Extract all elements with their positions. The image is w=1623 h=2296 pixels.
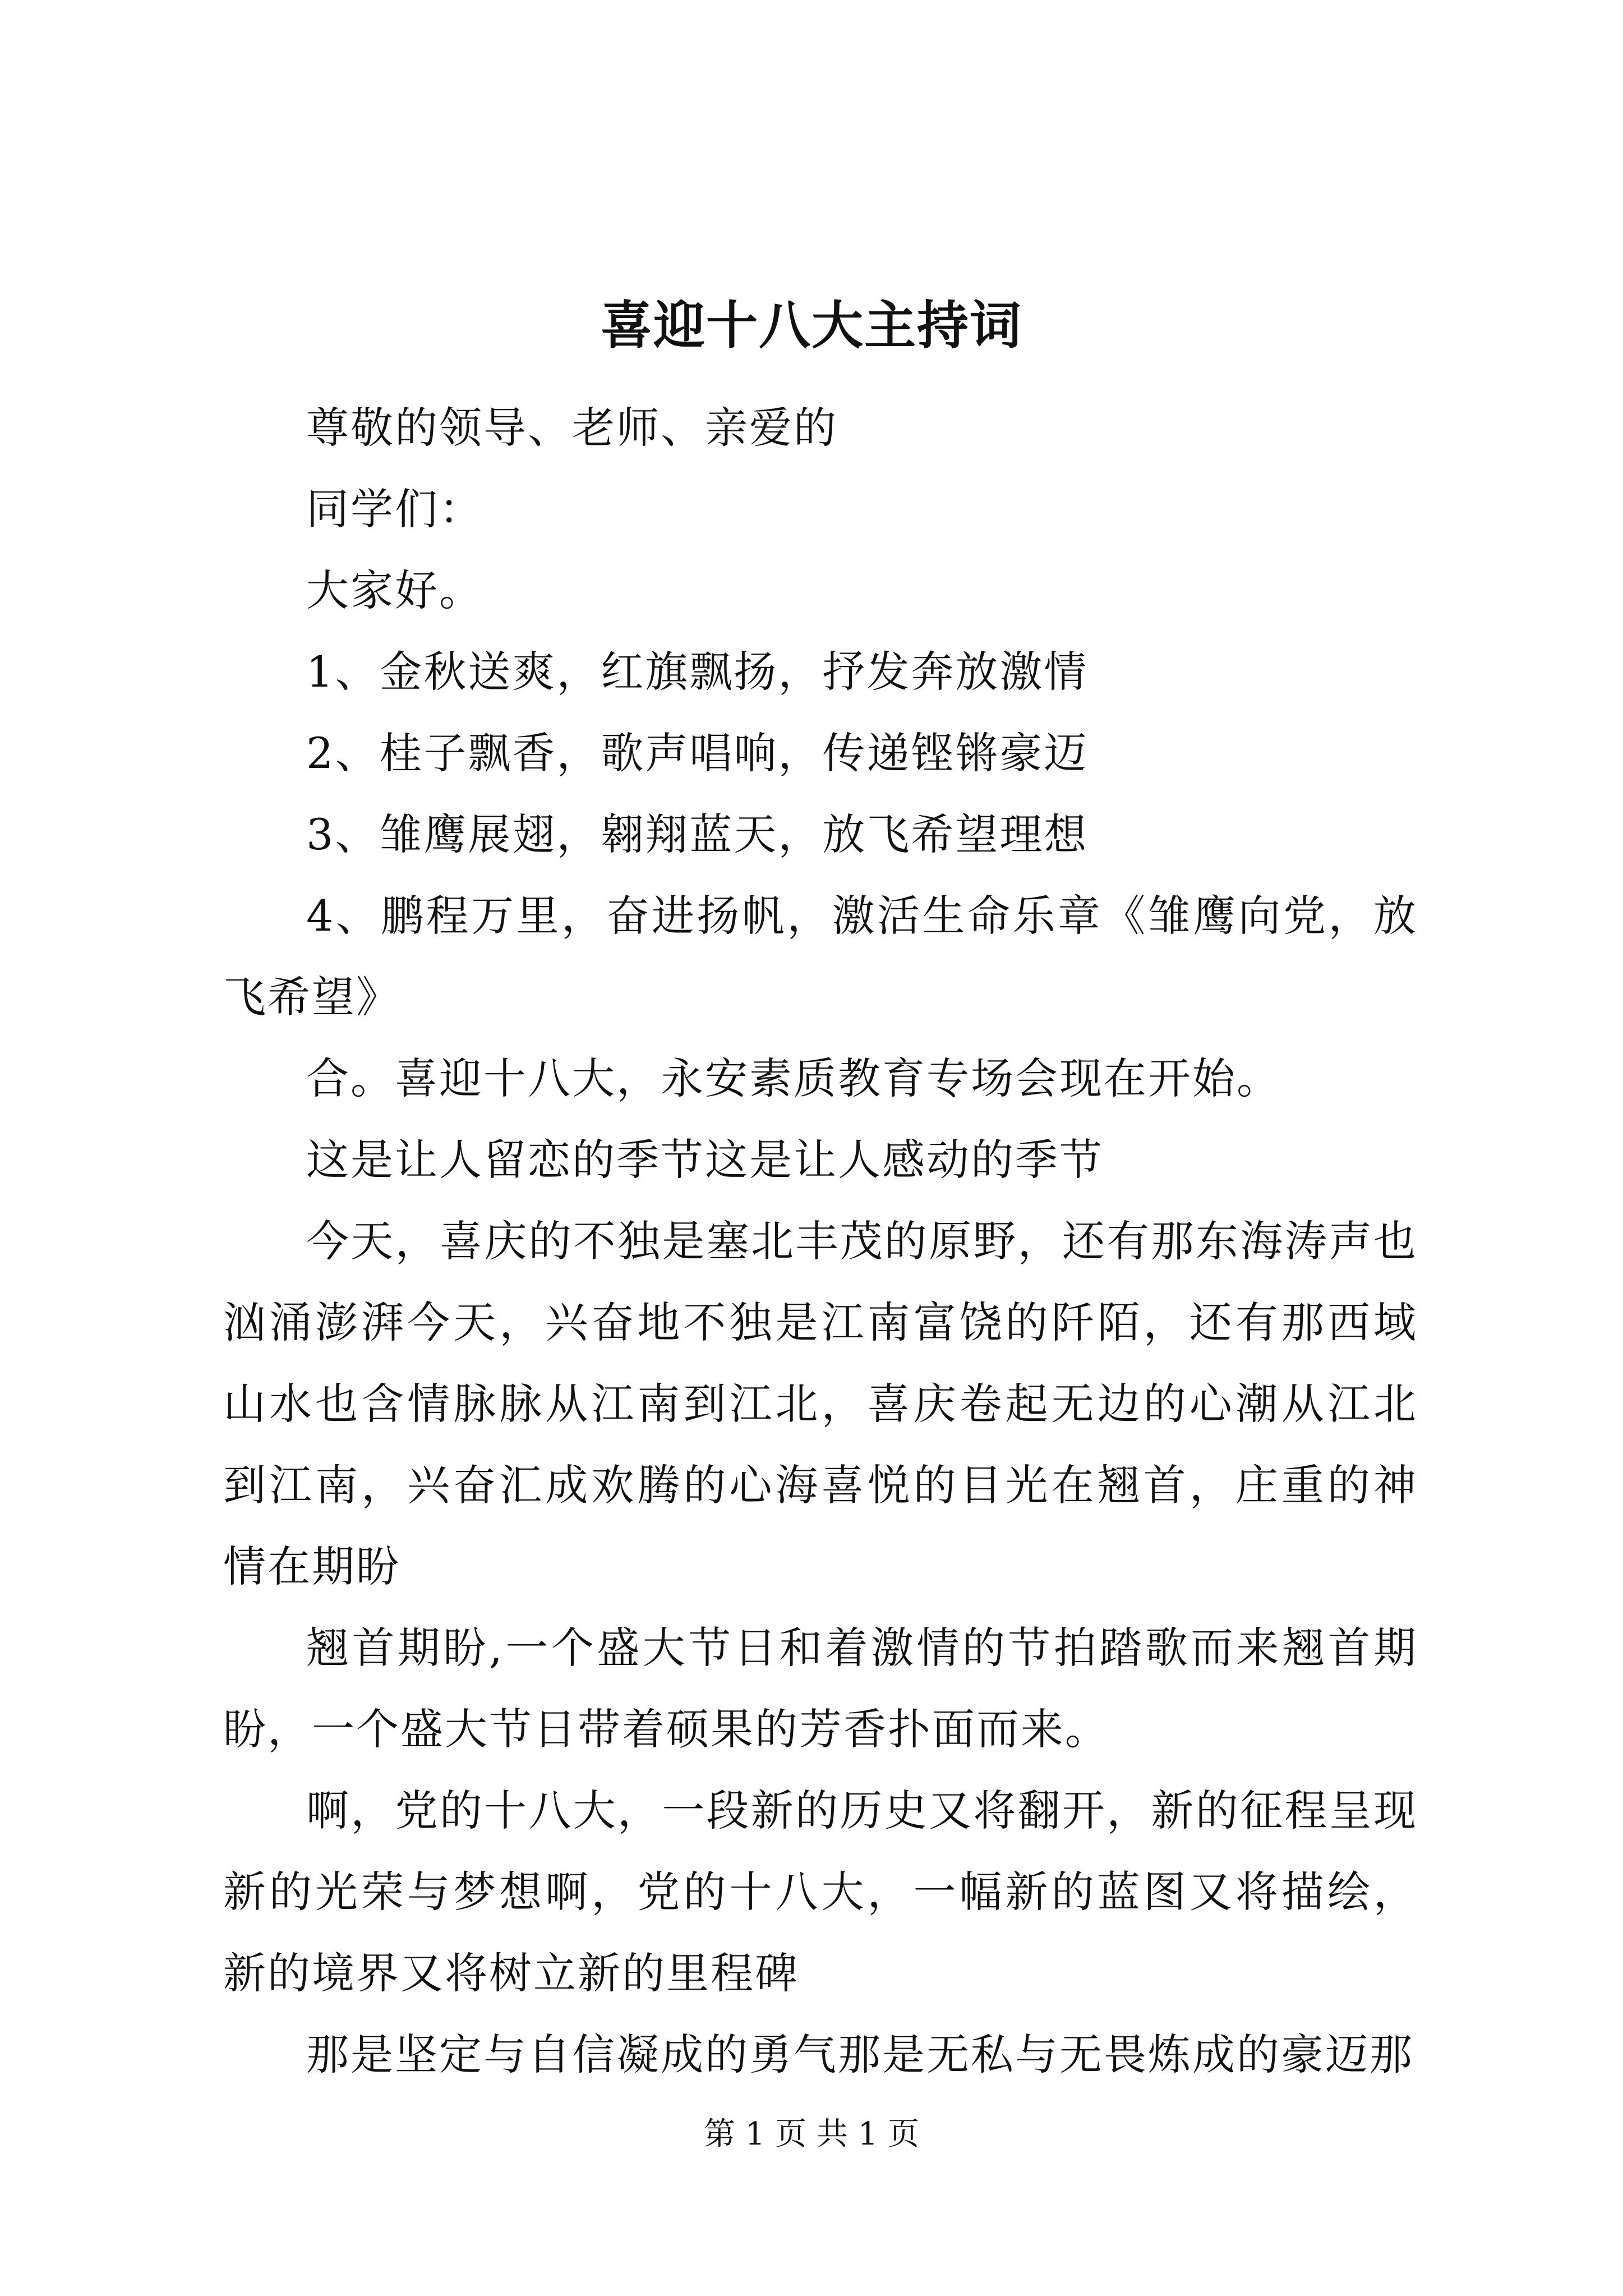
paragraph: 那是坚定与自信凝成的勇气那是无私与无畏炼成的豪迈那 [306,2030,1414,2079]
paragraph: 啊，党的十八大，一段新的历史又将翻开，新的征程呈现新的光荣与梦想啊，党的十八大，一幅新的蓝图又将描绘，新的境界又将树立新的里程碑 [223,1786,1418,1998]
paragraph: 1、金秋送爽，红旗飘扬，抒发奔放激情 [306,647,1089,697]
paragraph: 3、雏鹰展翅，翱翔蓝天，放飞希望理想 [306,809,1089,859]
paragraph: 翘首期盼,一个盛大节日和着激情的节拍踏歌而来翘首期盼，一个盛大节日带着硕果的芳香扑面而来。 [223,1623,1418,1754]
paragraph: 2、桂子飘香，歌声唱响，传递铿锵豪迈 [306,728,1089,778]
document-title: 喜迎十八大主持词 [600,295,1022,356]
paragraph: 尊敬的领导、老师、亲爱的 [306,403,838,453]
paragraph: 同学们： [306,484,483,534]
paragraph: 大家好。 [306,565,483,615]
document-body [223,387,1418,2095]
paragraph: 4、鹏程万里，奋进扬帆，激活生命乐章《雏鹰向党，放飞希望》 [223,891,1418,1022]
paragraph: 这是让人留恋的季节这是让人感动的季节 [306,1135,1104,1185]
paragraph: 合。喜迎十八大，永安素质教育专场会现在开始。 [306,1053,1281,1103]
paragraph: 今天，喜庆的不独是塞北丰茂的原野，还有那东海涛声也汹涌澎湃今天，兴奋地不独是江南富饶的阡陌，还有那西域山水也含情脉脉从江南到江北，喜庆卷起无边的心潮从江北到江南，兴奋汇成欢腾的心海喜悦的目光在翘首，庄重的神情在期盼 [223,1216,1418,1591]
page-footer: 第 1 页 共 1 页 [703,2116,920,2152]
